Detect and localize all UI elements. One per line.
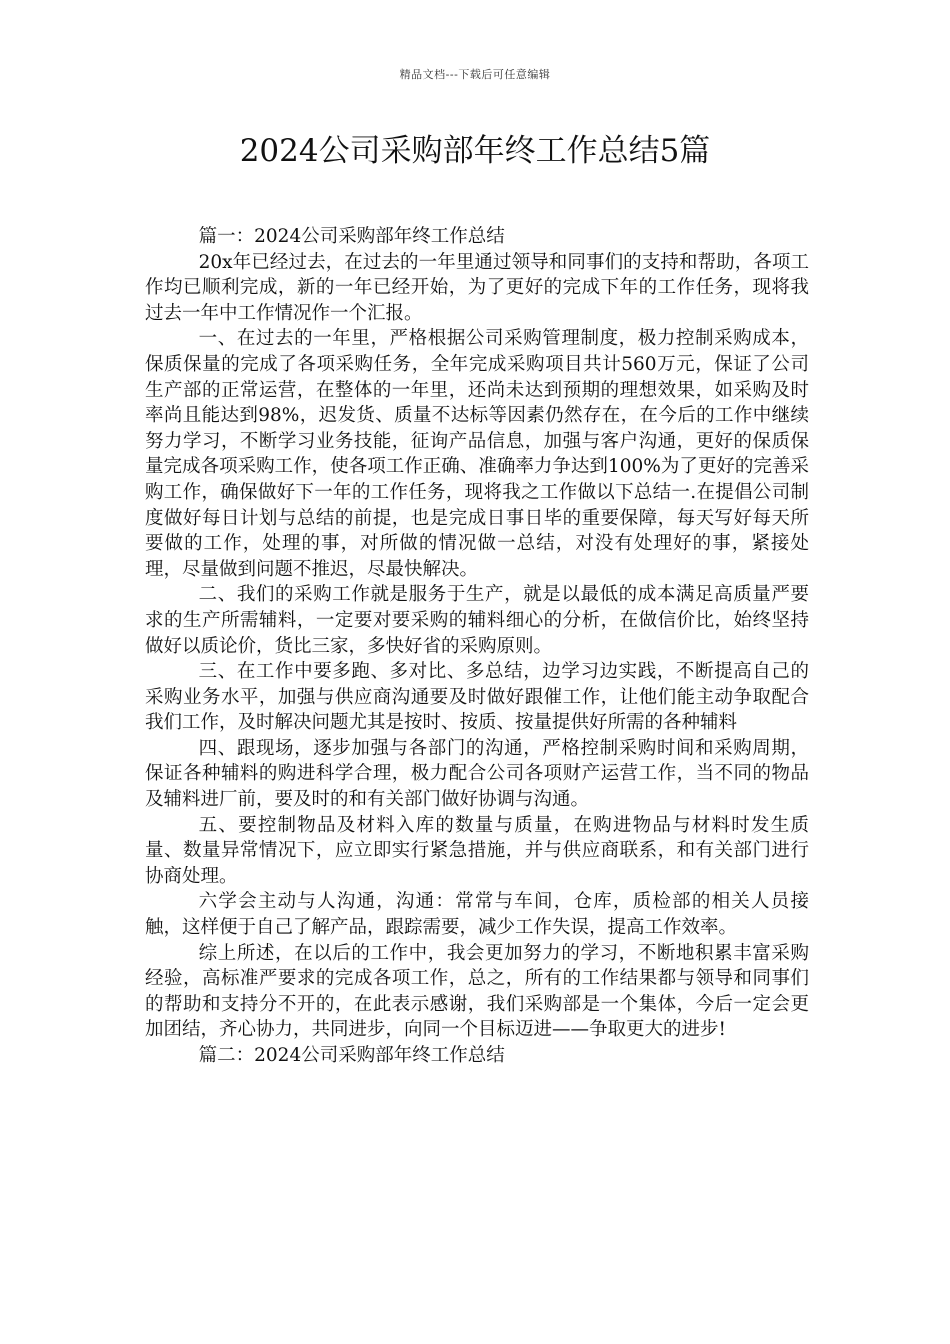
section-heading-1: 篇一：2024公司采购部年终工作总结 (198, 226, 505, 247)
conclusion-paragraph: 综上所述，在以后的工作中，我会更加努力的学习，不断地积累丰富采购经验，高标准严要求的完成各项工作，总之，所有的工作结果都与领导和同事们的帮助和支持分不开的，在此表示感谢，我们采购部是一个集体，今后一定会更加团结，齐心协力，共同进步，向同一个目标迈进——争取更大的进步! (145, 942, 809, 1041)
paragraph-point-5: 五、要控制物品及材料入库的数量与质量，在购进物品与材料时发生质量、数量异常情况下，应立即实行紧急措施，并与供应商联系，和有关部门进行协商处理。 (145, 814, 809, 887)
paragraph-point-3: 三、在工作中要多跑、多对比、多总结，边学习边实践，不断提高自己的采购业务水平，加强与供应商沟通要及时做好跟催工作，让他们能主动争取配合我们工作，及时解决问题尤其是按时、按质、按量提供好所需的各种辅料 (145, 661, 809, 734)
header-note: 精品文档---下载后可任意编辑 (399, 68, 551, 81)
document-title: 2024公司采购部年终工作总结5篇 (239, 133, 711, 169)
intro-paragraph: 20x年已经过去，在过去的一年里通过领导和同事们的支持和帮助，各项工作均已顺利完成，新的一年已经开始，为了更好的完成下年的工作任务，现将我过去一年中工作情况作一个汇报。 (145, 251, 809, 324)
paragraph-point-1: 一、在过去的一年里，严格根据公司采购管理制度，极力控制采购成本，保质保量的完成了各项采购任务，全年完成采购项目共计560万元，保证了公司生产部的正常运营，在整体的一年里，还尚未达到预期的理想效果，如采购及时率尚且能达到98%，迟发货、质量不达标等因素仍然存在，在今后的工作中继续努力学习，不断学习业务技能，征询产品信息，加强与客户沟通，更好的保质保量完成各项采购工作，使各项工作正确、准确率力争达到100%为了更好的完善采购工作，确保做好下一年的工作任务，现将我之工作做以下总结一.在提倡公司制度做好每日计划与总结的前提，也是完成日事日毕的重要保障，每天写好每天所要做的工作，处理的事，对所做的情况做一总结，对没有处理好的事，紧接处理，尽量做到问题不推迟，尽最快解决。 (145, 328, 809, 580)
paragraph-point-6: 六学会主动与人沟通，沟通：常常与车间，仓库，质检部的相关人员接触，这样便于自己了解产品，跟踪需要，减少工作失误，提高工作效率。 (145, 891, 809, 939)
paragraph-point-4: 四、跟现场，逐步加强与各部门的沟通，严格控制采购时间和采购周期，保证各种辅料的购进科学合理，极力配合公司各项财产运营工作，当不同的物品及辅料进厂前，要及时的和有关部门做好协调与沟通。 (145, 737, 809, 811)
section-heading-2: 篇二：2024公司采购部年终工作总结 (198, 1045, 505, 1066)
document-body (145, 224, 809, 1069)
paragraph-point-2: 二、我们的采购工作就是服务于生产，就是以最低的成本满足高质量严要求的生产所需辅料，一定要对要采购的辅料细心的分析，在做信价比，始终坚持做好以质论价，货比三家，多快好省的采购原则。 (145, 584, 809, 657)
